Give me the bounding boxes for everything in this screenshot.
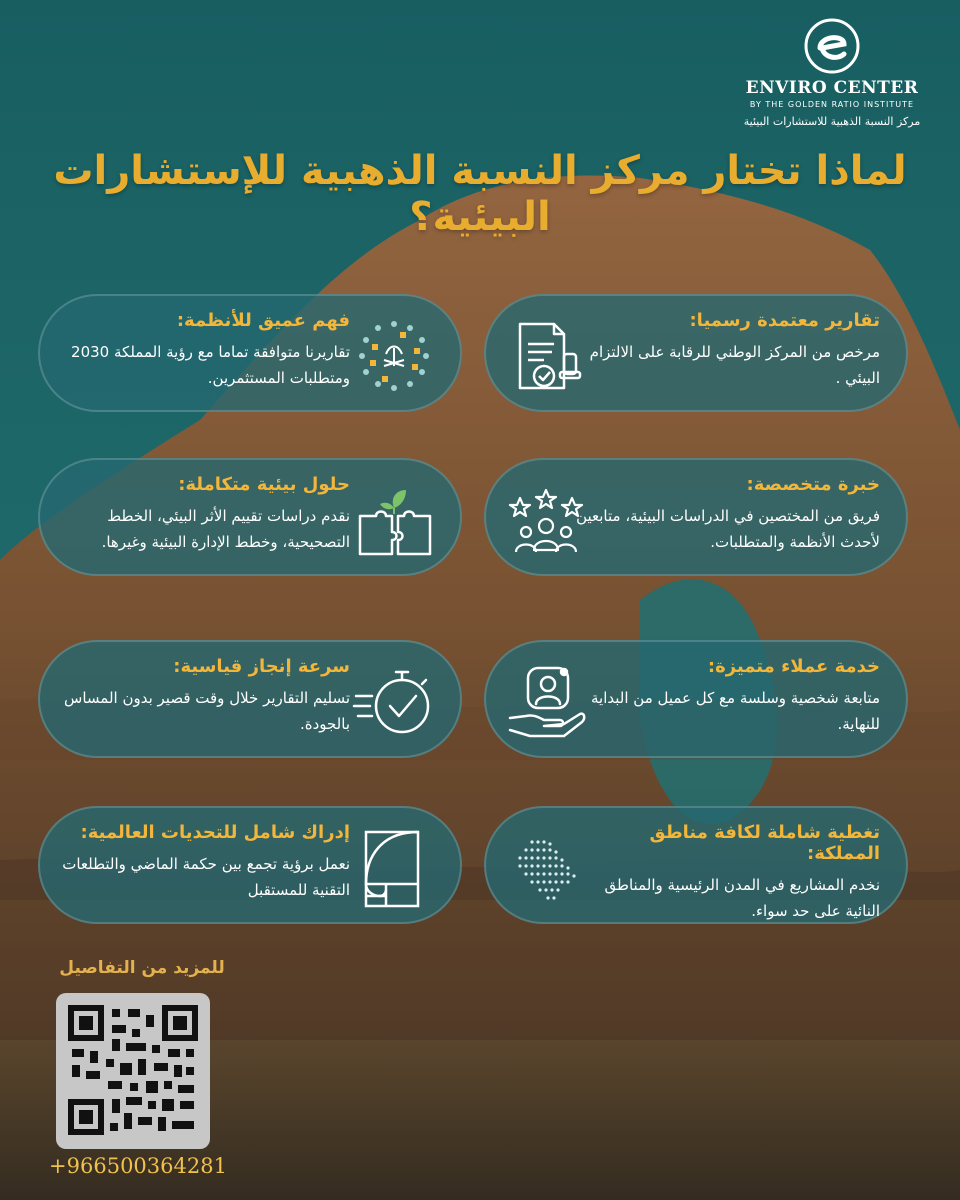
enviro-e-icon	[804, 18, 860, 74]
golden-ratio-icon	[352, 826, 436, 910]
card-title: خدمة عملاء متميزة:	[707, 656, 880, 677]
card-text: مرخص من المركز الوطني للرقابة على الالتزام البيئي .	[589, 343, 880, 388]
card-text: نخدم المشاريع في المدن الرئيسية والمناطق النائية على حد سواء.	[604, 876, 880, 921]
card-speed	[38, 640, 462, 758]
card-title: خبرة متخصصة:	[746, 474, 880, 495]
brand-arabic-name: مركز النسبة الذهبية للاستشارات البيئية	[743, 115, 921, 128]
brand-logo	[732, 18, 932, 128]
card-regulations	[38, 294, 462, 412]
brand-title: ENVIRO CENTER	[745, 78, 919, 98]
card-title: حلول بيئية متكاملة:	[178, 474, 350, 495]
card-text: تقاريرنا متوافقة تماما مع رؤية المملكة 2030 ومتطلبات المستثمرين.	[71, 343, 350, 388]
puzzle-icon	[352, 478, 436, 562]
card-title: تغطية شاملة لكافة مناطق المملكة:	[649, 822, 880, 864]
vision-2030-icon	[352, 314, 436, 398]
card-text: نعمل برؤية تجمع بين حكمة الماضي والتطلعات التقنية للمستقبل	[62, 855, 350, 900]
card-text: متابعة شخصية وسلسة مع كل عميل من البداية للنهاية.	[591, 689, 880, 734]
card-text: نقدم دراسات تقييم الأثر البيئي، الخطط التصحيحية، وخطط الإدارة البيئية وغيرها.	[101, 507, 350, 552]
card-integrated-solutions	[38, 458, 462, 576]
card-customer-service	[484, 640, 908, 758]
card-global-challenges	[38, 806, 462, 924]
stopwatch-icon	[352, 660, 436, 744]
page-title: لماذا تختار مركز النسبة الذهبية للإستشارات البيئية؟	[53, 148, 907, 240]
qr-code-icon[interactable]	[68, 1005, 198, 1135]
card-coverage	[484, 806, 908, 924]
card-title: سرعة إنجاز قياسية:	[173, 656, 350, 677]
card-text: فريق من المختصين في الدراسات البيئية، متابعين لأحدث الأنظمة والمتطلبات.	[576, 507, 880, 552]
phone-number[interactable]: +966500364281	[49, 1154, 227, 1178]
card-title: فهم عميق للأنظمة:	[176, 310, 350, 331]
card-title: إدراك شامل للتحديات العالمية:	[80, 822, 350, 843]
more-details-label: للمزيد من التفاصيل	[59, 958, 225, 978]
qr-code-box[interactable]	[56, 993, 210, 1149]
card-title: تقارير معتمدة رسميا:	[689, 310, 880, 331]
brand-subtitle: BY THE GOLDEN RATIO INSTITUTE	[749, 100, 915, 109]
card-text: تسليم التقارير خلال وقت قصير بدون المساس بالجودة.	[64, 689, 350, 734]
card-certified-reports	[484, 294, 908, 412]
card-expertise	[484, 458, 908, 576]
